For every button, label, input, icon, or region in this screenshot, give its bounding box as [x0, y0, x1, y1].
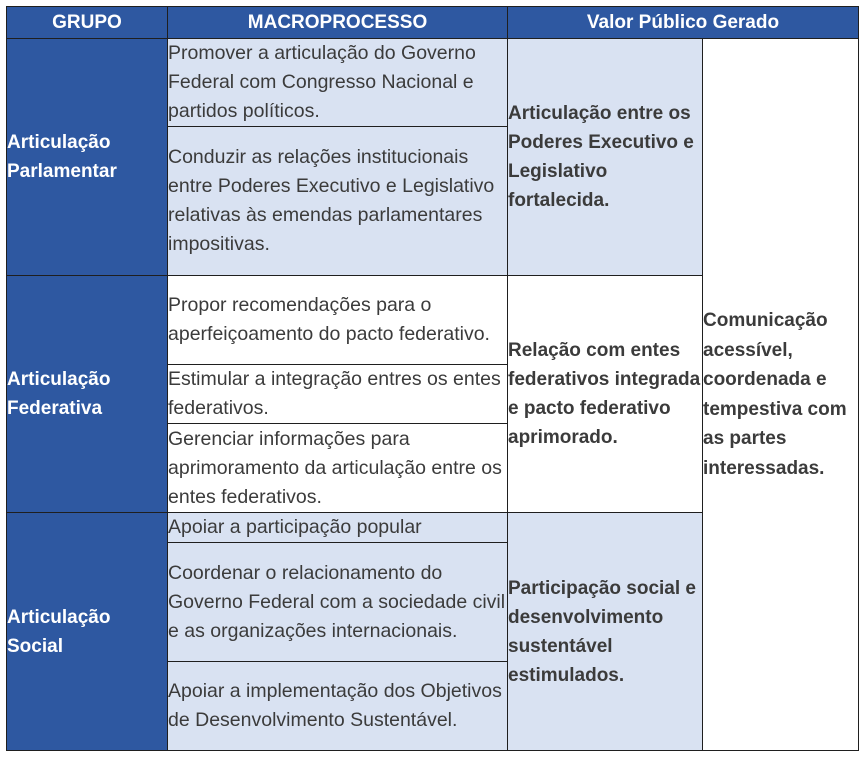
process-cell: Promover a articulação do Governo Federal com Congresso Nacional e partidos políticos. [168, 39, 508, 127]
process-cell: Propor recomendações para o aperfeiçoamento do pacto federativo. [168, 275, 508, 364]
group-articulacao-federativa: Articulação Federativa [7, 275, 168, 513]
header-valor-publico: Valor Público Gerado [508, 7, 859, 39]
process-cell: Gerenciar informações para aprimoramento da articulação entre os entes federativos. [168, 424, 508, 513]
value-cell-parlamentar: Articulação entre os Poderes Executivo e Legislativo fortalecida. [508, 39, 703, 276]
header-grupo: GRUPO [7, 7, 168, 39]
overall-value-cell: Comunicação acessível, coordenada e tempestiva com as partes interessadas. [703, 39, 859, 751]
process-cell: Apoiar a participação popular [168, 513, 508, 543]
header-macroprocesso: MACROPROCESSO [168, 7, 508, 39]
macroprocess-table [6, 6, 859, 751]
table-row [7, 39, 859, 127]
group-articulacao-social: Articulação Social [7, 513, 168, 751]
process-cell: Coordenar o relacionamento do Governo Federal com a sociedade civil e as organizações internacionais. [168, 543, 508, 661]
value-cell-federativa: Relação com entes federativos integrada e pacto federativo aprimorado. [508, 275, 703, 513]
header-row [7, 7, 859, 39]
value-cell-social: Participação social e desenvolvimento sustentável estimulados. [508, 513, 703, 751]
process-cell: Conduzir as relações institucionais entre Poderes Executivo e Legislativo relativas às emendas parlamentares impositivas. [168, 127, 508, 275]
process-cell: Apoiar a implementação dos Objetivos de Desenvolvimento Sustentável. [168, 661, 508, 750]
group-articulacao-parlamentar: Articulação Parlamentar [7, 39, 168, 276]
process-cell: Estimular a integração entres os entes federativos. [168, 364, 508, 423]
